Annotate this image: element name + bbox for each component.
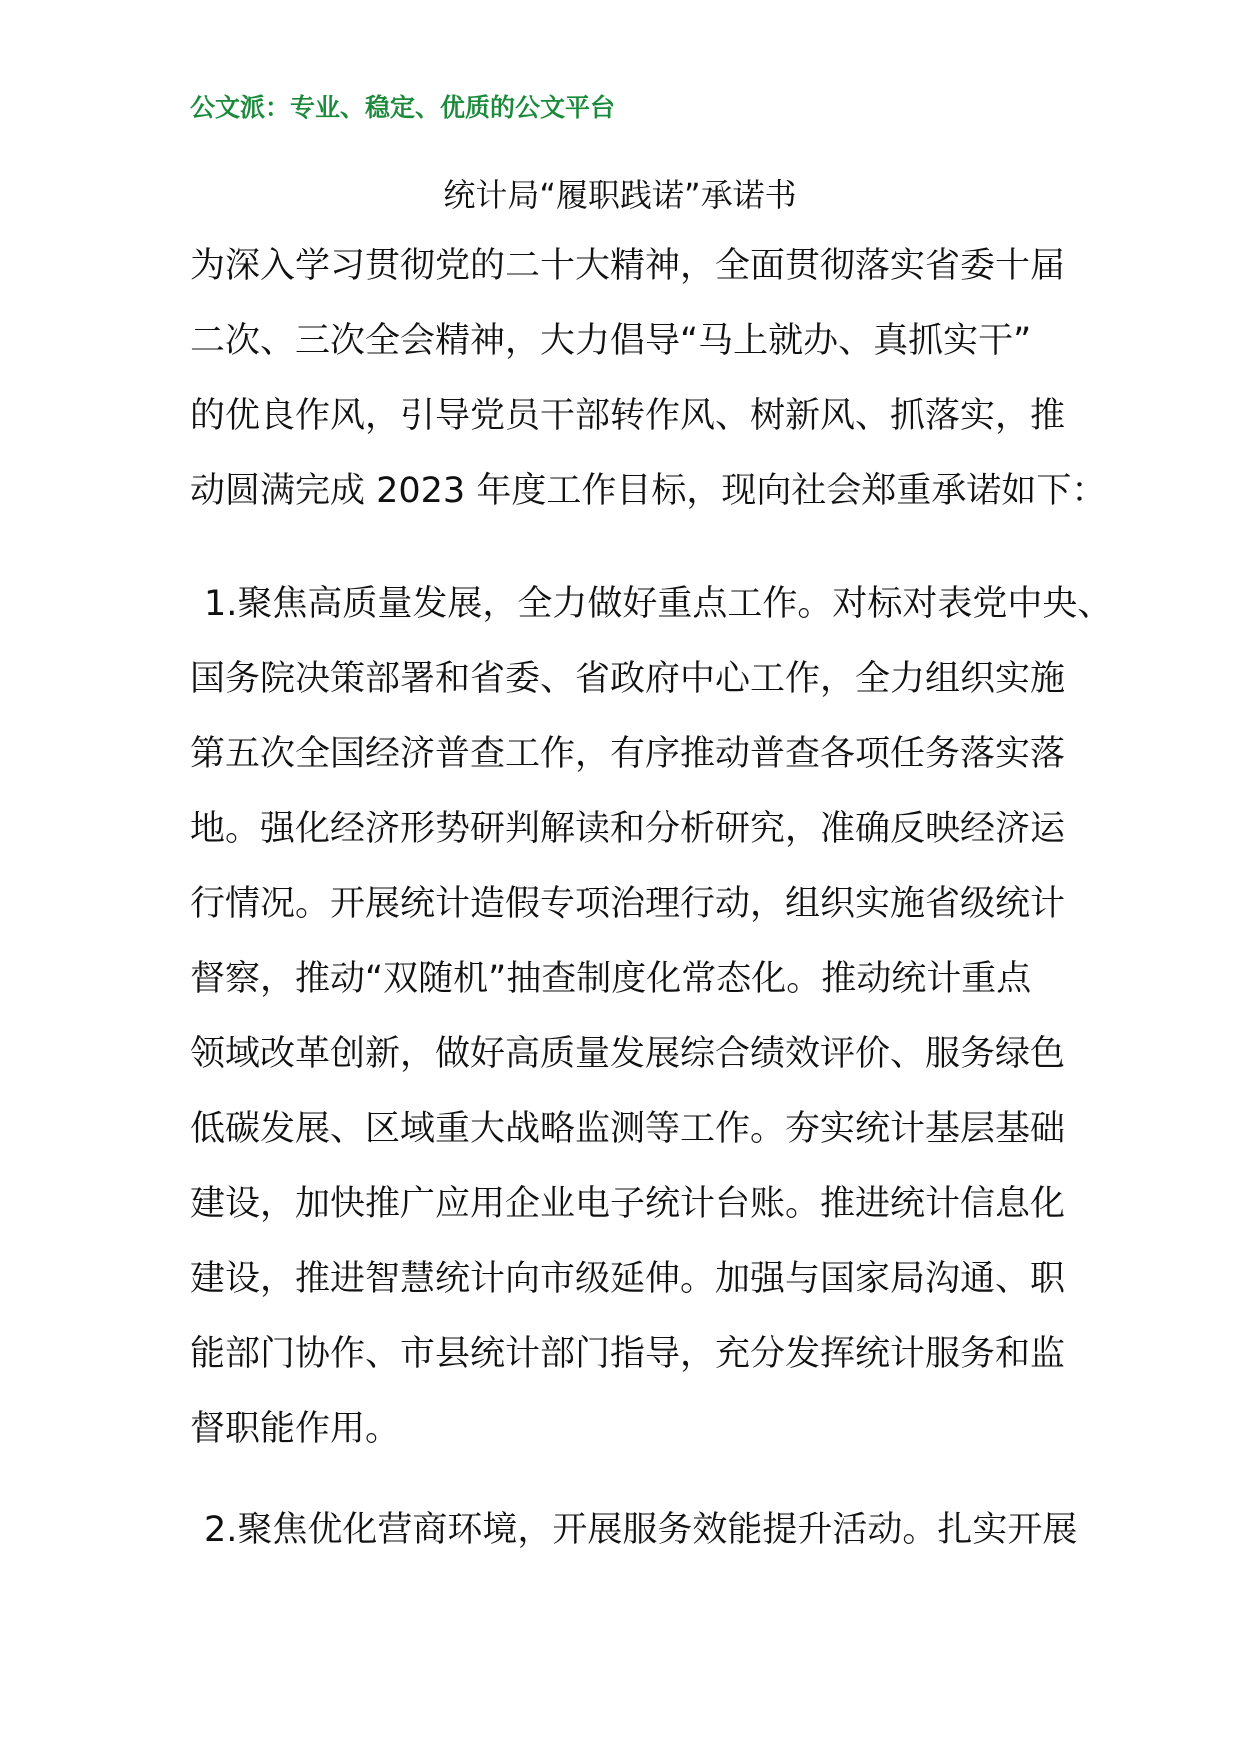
paragraph-line: 2.聚焦优化营商环境，开展服务效能提升活动。扎实开展 [204,1510,1078,1550]
paragraph-line: 第五次全国经济普查工作，有序推动普查各项任务落实落 [190,734,1066,774]
document-title: 统计局“履职践诺”承诺书 [443,176,797,214]
paragraph-line: 建设，加快推广应用企业电子统计台账。推进统计信息化 [190,1184,1066,1224]
paragraph-item-1 [190,567,1112,1467]
paragraph-line: 为深入学习贯彻党的二十大精神，全面贯彻落实省委十届 [190,246,1066,286]
site-banner: 公文派：专业、稳定、优质的公文平台 [190,93,616,122]
paragraph-line: 二次、三次全会精神，大力倡导“马上就办、真抓实干” [190,321,1032,361]
paragraph-line: 建设，推进智慧统计向市级延伸。加强与国家局沟通、职 [190,1259,1066,1299]
paragraph-intro [190,229,1106,529]
paragraph-item-2 [190,1493,1077,1568]
paragraph-line: 低碳发展、区域重大战略监测等工作。夯实统计基层基础 [190,1109,1066,1149]
paragraph-line: 督职能作用。 [190,1409,401,1449]
paragraph-line: 督察，推动“双随机”抽查制度化常态化。推动统计重点 [190,959,1032,999]
paragraph-line: 领域改革创新，做好高质量发展综合绩效评价、服务绿色 [190,1034,1066,1074]
paragraph-line: 地。强化经济形势研判解读和分析研究，准确反映经济运 [190,809,1066,849]
paragraph-line: 1.聚焦高质量发展，全力做好重点工作。对标对表党中央、 [204,584,1113,624]
paragraph-line: 的优良作风，引导党员干部转作风、树新风、抓落实，推 [190,396,1066,436]
paragraph-line: 能部门协作、市县统计部门指导，充分发挥统计服务和监 [190,1334,1066,1374]
paragraph-line: 动圆满完成 2023 年度工作目标，现向社会郑重承诺如下： [190,471,1107,511]
paragraph-line: 行情况。开展统计造假专项治理行动，组织实施省级统计 [190,884,1066,924]
paragraph-line: 国务院决策部署和省委、省政府中心工作，全力组织实施 [190,659,1066,699]
